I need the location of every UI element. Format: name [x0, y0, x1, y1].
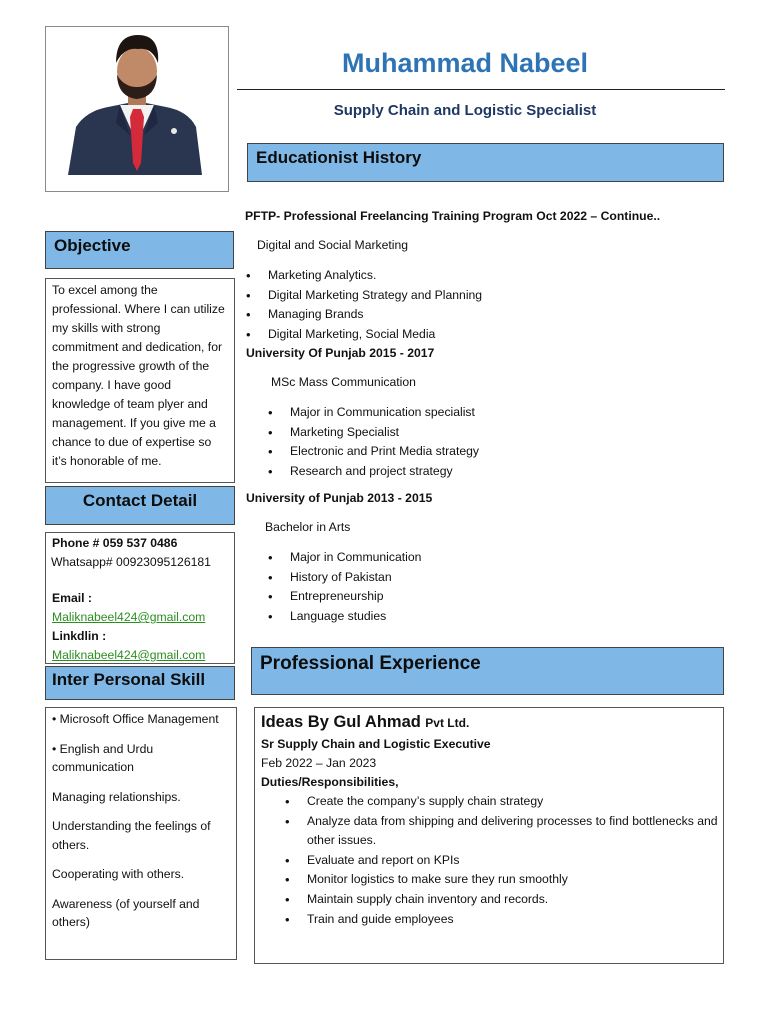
objective-heading — [45, 231, 234, 269]
company-name: Ideas By Gul Ahmad — [261, 713, 421, 731]
duties-list — [283, 792, 721, 929]
list-item: • Marketing Specialist — [266, 423, 716, 443]
list-item: • Major in Communication specialist — [266, 403, 716, 423]
skill-item: Managing relationships. — [52, 789, 181, 804]
education-heading — [247, 143, 724, 182]
list-item: • Managing Brands — [244, 305, 714, 325]
msc-list — [266, 403, 716, 481]
list-item: • Digital Marketing, Social Media — [244, 325, 714, 345]
list-item: • Maintain supply chain inventory and records. — [283, 890, 721, 910]
contact-heading-text: Contact Detail — [82, 491, 198, 510]
ba-list — [266, 548, 716, 626]
list-item: • Research and project strategy — [266, 462, 716, 482]
skill-item: Cooperating with others. — [52, 867, 185, 881]
list-item: • Major in Communication — [266, 548, 716, 568]
msc-school: University Of Punjab 2015 - 2017 — [246, 346, 435, 360]
profile-photo — [46, 27, 228, 191]
skill-item: Awareness (of yourself and others) — [52, 896, 200, 929]
objective-text: To excel among the professional. Where I can utilize my skills with strong commitment and dedication, for the progressive growth of the company. I have good knowledge of team plyer and management. If you give me a chance to due of expertise so it’s honorable of me. — [52, 283, 225, 468]
profile-photo-frame — [45, 26, 229, 192]
skill-item: • English and Urdu communication — [52, 741, 154, 774]
education-heading-text: Educationist History — [256, 148, 422, 167]
skills-heading-text: Inter Personal Skill — [52, 670, 206, 689]
list-item: • Marketing Analytics. — [244, 266, 714, 286]
objective-box — [45, 278, 235, 483]
skills-heading — [45, 666, 235, 700]
contact-heading — [45, 486, 235, 525]
phone-text: Phone # 059 537 0486 — [52, 536, 178, 550]
experience-heading — [251, 647, 724, 695]
list-item: • Monitor logistics to make sure they run smoothly — [283, 870, 721, 890]
job-dates: Feb 2022 – Jan 2023 — [261, 756, 377, 770]
experience-box — [254, 707, 724, 964]
skill-item: • Microsoft Office Management — [52, 712, 219, 726]
linkedin-label: Linkdlin : — [52, 629, 107, 643]
job-title: Supply Chain and Logistic Specialist — [333, 102, 597, 119]
company-suffix: Pvt Ltd. — [425, 716, 470, 730]
msc-degree: MSc Mass Communication — [271, 375, 416, 389]
list-item: • Train and guide employees — [283, 910, 721, 930]
list-item: • Language studies — [266, 607, 716, 627]
contact-box — [45, 532, 235, 664]
pftp-subtitle: Digital and Social Marketing — [257, 238, 409, 252]
list-item: • Analyze data from shipping and delivering processes to find bottlenecks and other issues. — [283, 812, 721, 851]
list-item: • Electronic and Print Media strategy — [266, 442, 716, 462]
email-label: Email : — [52, 591, 92, 605]
pftp-list — [244, 266, 714, 344]
whatsapp-text: Whatsapp# 00923095126181 — [51, 555, 211, 569]
duties-label: Duties/Responsibilities, — [261, 775, 399, 789]
ba-school: University of Punjab 2013 - 2015 — [246, 491, 433, 505]
skill-item: Understanding the feelings of others. — [52, 819, 211, 852]
job-role: Sr Supply Chain and Logistic Executive — [261, 737, 491, 751]
list-item: • Entrepreneurship — [266, 587, 716, 607]
list-item: • History of Pakistan — [266, 568, 716, 588]
linkedin-link[interactable]: Maliknabeel424@gmail.com — [52, 648, 206, 662]
list-item: • Create the company’s supply chain strategy — [283, 792, 721, 812]
company-line — [261, 710, 717, 735]
experience-heading-text: Professional Experience — [260, 653, 481, 674]
person-name: Muhammad Nabeel — [341, 48, 589, 78]
email-link[interactable]: Maliknabeel424@gmail.com — [52, 610, 206, 624]
pftp-line: PFTP- Professional Freelancing Training Program Oct 2022 – Continue.. — [245, 209, 661, 223]
header-divider — [237, 89, 725, 90]
ba-degree: Bachelor in Arts — [265, 520, 351, 534]
list-item: • Digital Marketing Strategy and Planning — [244, 286, 714, 306]
skills-box — [45, 707, 237, 960]
objective-heading-text: Objective — [54, 236, 131, 255]
list-item: • Evaluate and report on KPIs — [283, 851, 721, 871]
